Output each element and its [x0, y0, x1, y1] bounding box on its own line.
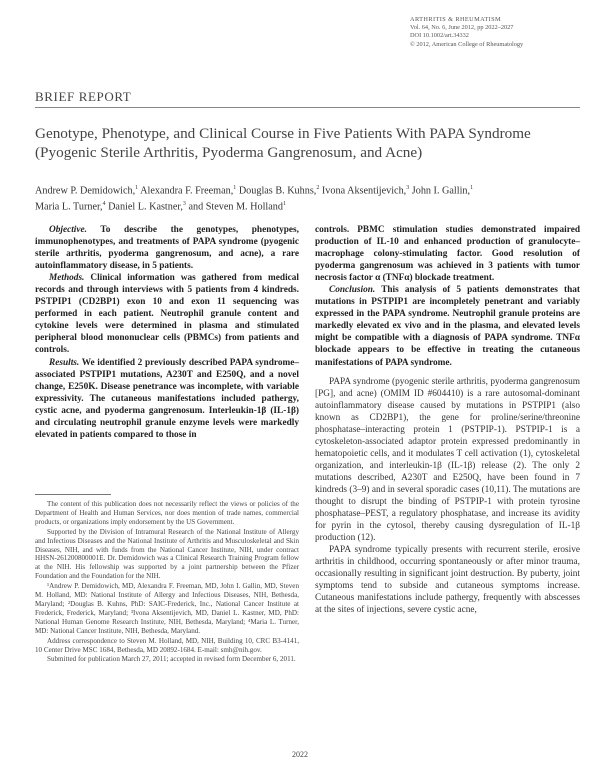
- abstract-text: Clinical information was gathered from medical records and through interviews with 5 patients from 4 kindreds. PSTPIP1 (CD2BP1) exon 10 and exon 11 sequencing was performed in each patient. Neutrophil granule content and cytokine levels were determined in plasma and stimulated peripheral blood mononuclear cells (PBMCs) from patients and controls.: [35, 273, 300, 356]
- author-affiliation: 2: [316, 185, 320, 191]
- author: and Steven M. Holland: [188, 201, 283, 213]
- author-affiliation: 1: [135, 185, 139, 191]
- author-affiliation: 1: [233, 185, 237, 191]
- author: Douglas B. Kuhns,: [238, 185, 317, 197]
- abstract-label: Objective.: [49, 225, 87, 235]
- section-rule: [35, 107, 580, 108]
- journal-volume: Vol. 64, No. 6, June 2012, pp 2022–2027: [410, 24, 514, 32]
- abstract-text: We identified 2 previously described PAPA syndrome–associated PSTPIP1 mutations, A230T and E250Q, and a novel change, E250K. Disease penetrance was incomplete, with variable expressivity. The cutaneous manifestations included pathergy, cystic acne, and pyoderma gangrenosum. Interleukin-1β (IL-1β) and circulating neutrophil granule enzyme levels were markedly elevated in patients compared to those in: [35, 357, 299, 440]
- article-title: Genotype, Phenotype, and Clinical Course in Five Patients With PAPA Syndrome (Pyogenic Sterile Arthritis, Pyoderma Gangrenosum, and Acne): [35, 125, 531, 161]
- abstract-label: Methods.: [49, 273, 85, 284]
- journal-doi: DOI 10.1002/art.34332: [410, 32, 469, 40]
- journal-name: ARTHRITIS & RHEUMATISM: [410, 16, 501, 23]
- body-paragraph: PAPA syndrome typically presents with recurrent sterile, erosive arthritis in childhood, occurring spontaneously or after minor trauma, occasionally resulting in significant joint destruction. By puberty, joint symptoms tend to subside and cutaneous symptoms increase. Cutaneous manifestations include pathergy, frequently with abscesses at the sites of injections, severe cystic acne,: [315, 545, 580, 616]
- right-column: [315, 224, 580, 617]
- abstract-continued: controls. PBMC stimulation studies demonstrated impaired production of IL-10 and enhanced production of granulocyte–macrophage colony-stimulating factor. Good resolution of pyoderma gangrenosum was achieved in 3 patients with tumor necrosis factor α (TNFα) blockade treatment.: [315, 225, 580, 284]
- footnote: ¹Andrew P. Demidowich, MD, Alexandra F. Freeman, MD, John I. Gallin, MD, Steven M. Holland, MD: National Institute of Allergy and Infectious Diseases, NIH, Bethesda, Maryland; ²Douglas B. Kuhns, PhD: SAIC-Frederick, Inc., National Cancer Institute at Frederick, Frederick, Maryland; ³Ivona Aksentijevich, MD, Daniel L. Kastner, MD, PhD: National Human Genome Research Institute, NIH, Bethesda, Maryland; ⁴Maria L. Turner, MD: National Cancer Institute, NIH, Bethesda, Maryland.: [35, 582, 299, 635]
- journal-copyright: © 2012, American College of Rheumatology: [410, 40, 524, 48]
- author: Maria L. Turner,: [35, 201, 103, 213]
- author: John I. Gallin,: [411, 185, 471, 197]
- author-affiliation: 3: [182, 200, 186, 207]
- author-affiliation: 3: [406, 185, 410, 191]
- author: Andrew P. Demidowich,: [35, 185, 136, 197]
- author-affiliation: 4: [102, 200, 106, 207]
- journal-header: [410, 16, 590, 49]
- abstract-label: Results.: [49, 357, 80, 368]
- abstract-text: To describe the genotypes, phenotypes, immunophenotypes, and treatments of PAPA syndrome (pyogenic sterile arthritis, pyoderma gangrenosum, and acne), a rare autoinflammatory disease, in 5 patients.: [35, 225, 299, 272]
- footnote: Supported by the Division of Intramural Research of the National Institute of Allergy and Infectious Diseases and the National Institute of Arthritis and Musculoskeletal and Skin Diseases, NIH, and with funds from the National Cancer Institute, NIH, under contract HHSN-261200800001E. Dr. Demidowich was a Clinical Research Training Program fellow at the NIH. His fellowship was supported by a joint partnership between the Pfizer Foundation and the Foundation for the NIH.: [35, 527, 299, 581]
- abstract-text: This analysis of 5 patients demonstrates that mutations in PSTPIP1 are incompletely penetrant and variably expressed in the PAPA syndrome. Neutrophil granule proteins are markedly elevated ex vivo and in the plasma, and elevated levels might be compatible with a diagnosis of PAPA syndrome. TNFα blockade appears to be effective in treating the cutaneous manifestations of PAPA syndrome.: [315, 285, 580, 368]
- abstract-objective: [35, 224, 299, 272]
- footnote: Address correspondence to Steven M. Holland, MD, NIH, Building 10, CRC B3-4141, 10 Center Drive MSC 1684, Bethesda, MD 20892-1684. E-mail: smh@nih.gov.: [35, 636, 299, 654]
- footnotes: [35, 500, 299, 665]
- footnote: Submitted for publication March 27, 2011; accepted in revised form December 6, 2011.: [47, 655, 296, 664]
- page-number: 2022: [292, 750, 308, 759]
- author-list: [35, 182, 580, 214]
- abstract-results: [35, 357, 299, 441]
- abstract-label: Conclusion.: [329, 285, 376, 296]
- abstract-conclusion: [315, 284, 580, 368]
- section-label: BRIEF REPORT: [35, 89, 132, 104]
- body-paragraph: PAPA syndrome (pyogenic sterile arthritis, pyoderma gangrenosum [PG], and acne) (OMIM ID #604410) is a rare autosomal-dominant autoinflammatory disease caused by mutations in PSTPIP1 (also known as CD2BP1), the gene for proline/serine/threonine phosphatase–interacting protein 1 (PSTPIP-1). PSTPIP-1 is a cytoskeleton-associated adaptor protein expressed predominantly in hematopoietic cells, and it modulates T cell activation (1), cytoskeletal organization, and interleukin-1β (IL-1β) release (2). The only 2 mutations described, A230T and E250Q, have been found in 7 kindreds (3–9) and in several sporadic cases (10,11). The mutations are thought to disrupt the binding of PSTPIP-1 with protein tyrosine phosphatase–PEST, a regulatory phosphatase, and increase its avidity for pyrin in the cytosol, thereby causing dysregulation of IL-1β production (12).: [315, 376, 580, 544]
- abstract-methods: [35, 272, 299, 356]
- footnote: The content of this publication does not necessarily reflect the views or policies of the Department of Health and Human Services, nor does mention of trade names, commercial products, or organizations imply endorsement by the US Government.: [35, 500, 299, 526]
- left-column: [35, 224, 299, 441]
- footnote-rule: [35, 494, 111, 495]
- author-affiliation: 1: [282, 200, 286, 207]
- author: Ivona Aksentijevich,: [321, 185, 407, 197]
- author-affiliation: 1: [470, 185, 474, 191]
- author: Alexandra F. Freeman,: [140, 185, 234, 197]
- author: Daniel L. Kastner,: [108, 201, 183, 213]
